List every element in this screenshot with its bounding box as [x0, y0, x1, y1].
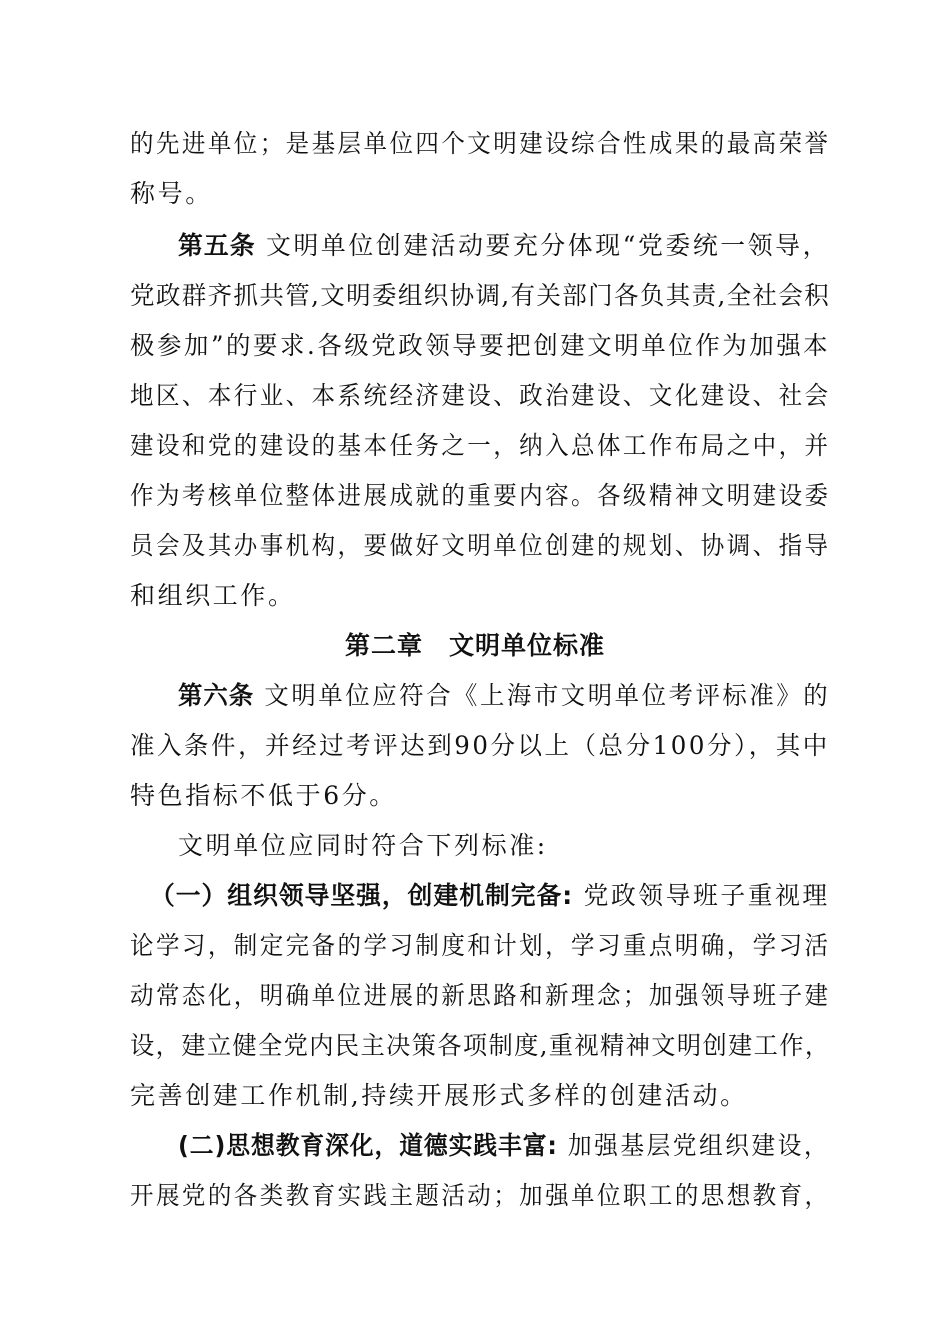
item-2-text: 加强基层党组织建设，: [567, 1131, 831, 1160]
paragraph-line: 作为考核单位整体进展成就的重要内容。各级精神文明建设委: [130, 481, 831, 510]
paragraph-line: 完善创建工作机制,持续开展形式多样的创建活动。: [130, 1081, 748, 1110]
paragraph-line: 极参加”的要求.各级党政领导要把创建文明单位作为加强本: [130, 331, 831, 360]
item-2-line: [178, 1130, 830, 1162]
item-2-label: (二)思想教育深化，道德实践丰富:: [178, 1131, 558, 1160]
article-5-label: 第五条: [178, 231, 256, 260]
paragraph-line: 准入条件，并经过考评达到90分以上（总分100分），其中: [130, 731, 830, 760]
paragraph-line: 党政群齐抓共管,文明委组织协调,有关部门各负其责,全社会积: [130, 281, 831, 310]
paragraph-line: 特色指标不低于6分。: [130, 781, 397, 810]
article-6-label: 第六条: [178, 681, 255, 710]
paragraph-line: 和组织工作。: [130, 581, 296, 610]
paragraph-line: 建设和党的建设的基本任务之一，纳入总体工作布局之中，并: [130, 431, 831, 460]
article-5-text: 文明单位创建活动要充分体现“党委统一领导，: [266, 231, 831, 260]
paragraph-line: 员会及其办事机构，要做好文明单位创建的规划、协调、指导: [130, 531, 831, 560]
paragraph-line: 论学习，制定完备的学习制度和计划，学习重点明确，学习活: [130, 931, 831, 960]
item-1-label: （一）组织领导坚强，创建机制完备:: [150, 881, 574, 910]
paragraph-line: 的先进单位；是基层单位四个文明建设综合性成果的最高荣誉: [130, 129, 831, 158]
paragraph-line: 设，建立健全党内民主决策各项制度,重视精神文明创建工作，: [130, 1031, 831, 1060]
standards-intro: 文明单位应同时符合下列标准:: [178, 831, 548, 860]
paragraph-line: 称号。: [130, 179, 213, 208]
item-1-line: [150, 880, 830, 912]
item-1-text: 党政领导班子重视理: [583, 881, 830, 910]
article-6-line: [178, 680, 830, 712]
paragraph-line: 地区、本行业、本系统经济建设、政治建设、文化建设、社会: [130, 381, 831, 410]
chapter-heading: 第二章 文明单位标准: [344, 631, 605, 660]
article-6-text: 文明单位应符合《上海市文明单位考评标准》的: [264, 681, 831, 710]
article-5-line: [178, 230, 830, 262]
paragraph-line: 动常态化，明确单位进展的新思路和新理念；加强领导班子建: [130, 981, 831, 1010]
paragraph-line: 开展党的各类教育实践主题活动；加强单位职工的思想教育，: [130, 1181, 831, 1210]
